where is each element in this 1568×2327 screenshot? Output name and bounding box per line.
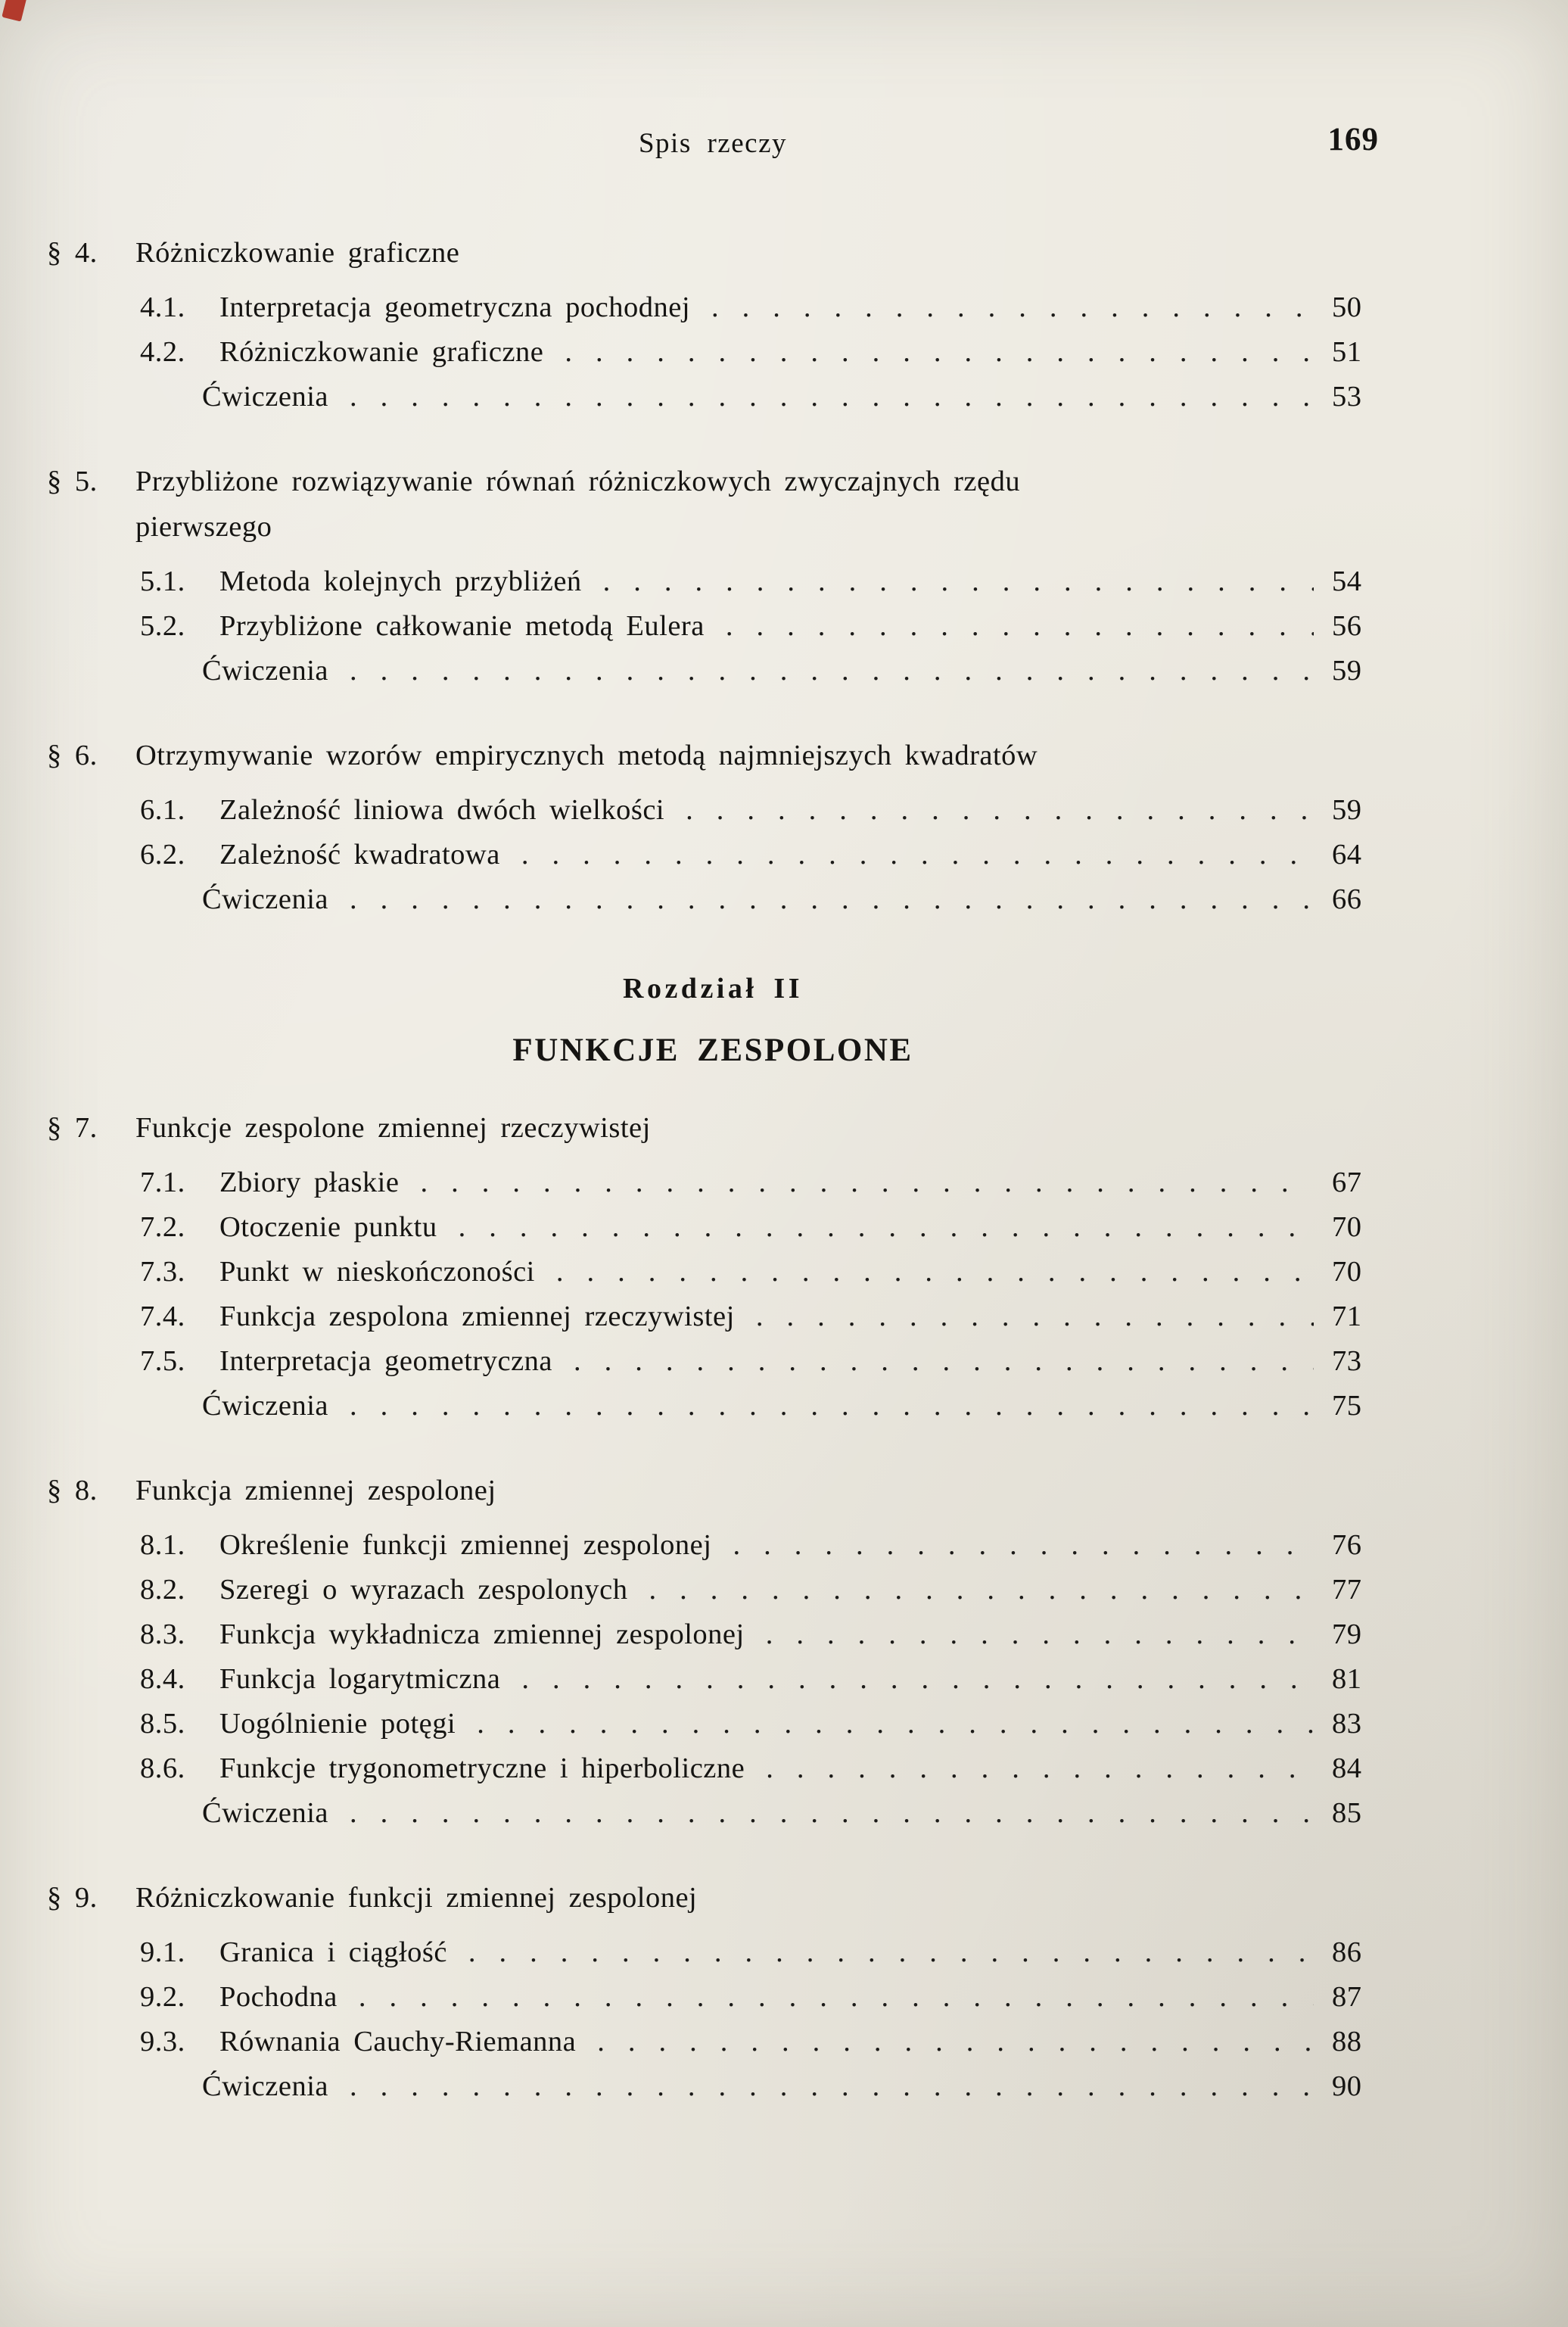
entry-title: Ćwiczenia <box>202 1390 328 1422</box>
entry-page-number: 88 <box>1332 2026 1362 2058</box>
section-title-line2: pierwszego <box>135 511 272 543</box>
entry-page-number: 76 <box>1332 1529 1362 1561</box>
entry-title: Przybliżone całkowanie metodą Eulera <box>219 610 705 642</box>
entry-page-number: 90 <box>1332 2070 1362 2102</box>
toc-entry <box>47 1746 1379 1791</box>
entry-title: Ćwiczenia <box>202 883 328 915</box>
dot-leader <box>350 877 1314 922</box>
dot-leader <box>556 1250 1314 1294</box>
entry-number: 8.5. <box>140 1708 185 1740</box>
entry-title: Interpretacja geometryczna <box>219 1345 553 1377</box>
entry-number: 9.3. <box>140 2026 185 2058</box>
entry-title: Interpretacja geometryczna pochodnej <box>219 291 691 323</box>
entry-title: Ćwiczenia <box>202 2070 328 2102</box>
entry-page-number: 83 <box>1332 1708 1362 1740</box>
entry-page-number: 51 <box>1332 336 1362 368</box>
entry-page-number: 53 <box>1332 381 1362 413</box>
entry-title: Punkt w nieskończoności <box>219 1256 535 1288</box>
section-entries <box>47 559 1379 693</box>
section-title <box>135 1468 1379 1513</box>
entry-page-number: 86 <box>1332 1936 1362 1968</box>
dot-leader <box>711 285 1314 330</box>
entry-title: Określenie funkcji zmiennej zespolonej <box>219 1529 712 1561</box>
dot-leader <box>350 375 1314 419</box>
entry-page-number: 77 <box>1332 1574 1362 1606</box>
toc-entry <box>47 1250 1379 1294</box>
entry-title: Ćwiczenia <box>202 381 328 413</box>
toc-section <box>47 1105 1379 1428</box>
table-of-contents <box>47 230 1379 2109</box>
section-heading <box>47 230 1379 276</box>
entry-title: Zbiory płaskie <box>219 1167 400 1198</box>
entry-title: Różniczkowanie graficzne <box>219 336 544 368</box>
entry-page-number: 79 <box>1332 1618 1362 1650</box>
entry-page-number: 70 <box>1332 1256 1362 1288</box>
dot-leader <box>574 1339 1314 1384</box>
toc-section <box>47 230 1379 419</box>
dot-leader <box>350 1384 1314 1428</box>
toc-entry <box>47 1523 1379 1568</box>
dot-leader <box>359 1975 1314 2020</box>
dot-leader <box>350 649 1314 693</box>
entry-title: Szeregi o wyrazach zespolonych <box>219 1574 628 1606</box>
dot-leader <box>350 2064 1314 2109</box>
entry-page-number: 71 <box>1332 1301 1362 1332</box>
dot-leader <box>649 1568 1314 1612</box>
entry-title: Funkcja wykładnicza zmiennej zespolonej <box>219 1618 745 1650</box>
toc-entry <box>47 833 1379 877</box>
entry-number: 4.2. <box>140 336 185 368</box>
entry-number: 9.2. <box>140 1981 185 2013</box>
entry-title: Metoda kolejnych przybliżeń <box>219 565 582 597</box>
entry-title: Ćwiczenia <box>202 655 328 687</box>
entry-number: 7.5. <box>140 1345 185 1377</box>
chapter-heading <box>47 966 1379 1073</box>
entry-title: Zależność liniowa dwóch wielkości <box>219 794 665 826</box>
entry-page-number: 59 <box>1332 794 1362 826</box>
toc-entry <box>47 2064 1379 2109</box>
entry-number: 8.6. <box>140 1752 185 1784</box>
entry-page-number: 85 <box>1332 1797 1362 1829</box>
dot-leader <box>726 604 1314 649</box>
toc-entry <box>47 1612 1379 1657</box>
dot-leader <box>766 1612 1314 1657</box>
toc-entry <box>47 285 1379 330</box>
toc-section <box>47 1468 1379 1836</box>
section-title <box>135 230 1379 276</box>
section-entries <box>47 788 1379 922</box>
dot-leader <box>597 2020 1314 2064</box>
toc-entry <box>47 559 1379 604</box>
entry-number: 5.1. <box>140 565 185 597</box>
toc-section <box>47 733 1379 922</box>
entry-number: 5.2. <box>140 610 185 642</box>
section-heading <box>47 1105 1379 1151</box>
dot-leader <box>766 1746 1314 1791</box>
section-title-line1: Funkcje zespolone zmiennej rzeczywistej <box>135 1112 651 1144</box>
entry-number: 7.1. <box>140 1167 185 1198</box>
page-header <box>47 122 1379 167</box>
dot-leader <box>565 330 1314 375</box>
entry-number: 9.1. <box>140 1936 185 1968</box>
section-entries <box>47 1523 1379 1836</box>
entry-number: 8.4. <box>140 1663 185 1695</box>
section-marker: § 5. <box>47 466 98 497</box>
entry-number: 8.2. <box>140 1574 185 1606</box>
entry-number: 7.3. <box>140 1256 185 1288</box>
toc-entry <box>47 1791 1379 1836</box>
chapter-label: Rozdział II <box>623 973 803 1005</box>
section-entries <box>47 285 1379 419</box>
entry-title: Pochodna <box>219 1981 338 2013</box>
dot-leader <box>733 1523 1314 1568</box>
toc-entry <box>47 604 1379 649</box>
entry-number: 6.1. <box>140 794 185 826</box>
entry-page-number: 59 <box>1332 655 1362 687</box>
toc-entry <box>47 2020 1379 2064</box>
entry-title: Funkcja logarytmiczna <box>219 1663 501 1695</box>
toc-entry <box>47 375 1379 419</box>
section-title <box>135 459 1379 550</box>
entry-page-number: 84 <box>1332 1752 1362 1784</box>
chapter-title: FUNKCJE ZESPOLONE <box>512 1033 913 1068</box>
entry-page-number: 67 <box>1332 1167 1362 1198</box>
entry-title: Równania Cauchy-Riemanna <box>219 2026 577 2058</box>
toc-entry <box>47 1702 1379 1746</box>
dot-leader <box>468 1930 1314 1975</box>
toc-section <box>47 1875 1379 2109</box>
section-marker: § 4. <box>47 237 98 269</box>
section-heading <box>47 1875 1379 1920</box>
entry-page-number: 70 <box>1332 1211 1362 1243</box>
entry-page-number: 64 <box>1332 839 1362 871</box>
running-head-title: Spis rzeczy <box>638 128 788 159</box>
section-title-line1: Funkcja zmiennej zespolonej <box>135 1475 496 1506</box>
red-corner-mark <box>2 0 26 22</box>
toc-entry <box>47 1205 1379 1250</box>
entry-page-number: 56 <box>1332 610 1362 642</box>
toc-entry <box>47 788 1379 833</box>
entry-number: 4.1. <box>140 291 185 323</box>
entry-page-number: 50 <box>1332 291 1362 323</box>
entry-title: Funkcja zespolona zmiennej rzeczywistej <box>219 1301 735 1332</box>
toc-entry <box>47 649 1379 693</box>
section-entries <box>47 1160 1379 1428</box>
section-entries <box>47 1930 1379 2109</box>
section-title <box>135 1105 1379 1151</box>
toc-section <box>47 459 1379 693</box>
page-number: 169 <box>1327 122 1379 157</box>
toc-entry <box>47 877 1379 922</box>
entry-title: Funkcje trygonometryczne i hiperboliczne <box>219 1752 745 1784</box>
entry-title: Zależność kwadratowa <box>219 839 500 871</box>
section-marker: § 9. <box>47 1882 98 1914</box>
entry-page-number: 73 <box>1332 1345 1362 1377</box>
toc-entry <box>47 1294 1379 1339</box>
toc-entry <box>47 1930 1379 1975</box>
dot-leader <box>603 559 1314 604</box>
section-title-line1: Otrzymywanie wzorów empirycznych metodą najmniejszych kwadratów <box>135 740 1038 771</box>
dot-leader <box>459 1205 1314 1250</box>
entry-title: Uogólnienie potęgi <box>219 1708 456 1740</box>
section-heading <box>47 733 1379 778</box>
entry-number: 8.1. <box>140 1529 185 1561</box>
entry-number: 7.2. <box>140 1211 185 1243</box>
section-title <box>135 1875 1379 1920</box>
entry-title: Otoczenie punktu <box>219 1211 437 1243</box>
entry-number: 7.4. <box>140 1301 185 1332</box>
section-heading <box>47 1468 1379 1513</box>
section-heading <box>47 459 1379 550</box>
section-title-line1: Przybliżone rozwiązywanie równań różniczkowych zwyczajnych rzędu <box>135 466 1021 497</box>
section-marker: § 7. <box>47 1112 98 1144</box>
section-marker: § 6. <box>47 740 98 771</box>
entry-page-number: 87 <box>1332 1981 1362 2013</box>
entry-page-number: 54 <box>1332 565 1362 597</box>
toc-entry <box>47 1339 1379 1384</box>
entry-number: 8.3. <box>140 1618 185 1650</box>
toc-entry <box>47 1975 1379 2020</box>
dot-leader <box>521 1657 1314 1702</box>
dot-leader <box>686 788 1314 833</box>
toc-entry <box>47 1568 1379 1612</box>
dot-leader <box>521 833 1314 877</box>
entry-page-number: 81 <box>1332 1663 1362 1695</box>
section-title-line1: Różniczkowanie graficzne <box>135 237 460 269</box>
entry-title: Granica i ciągłość <box>219 1936 447 1968</box>
entry-number: 6.2. <box>140 839 185 871</box>
entry-title: Ćwiczenia <box>202 1797 328 1829</box>
section-marker: § 8. <box>47 1475 98 1506</box>
section-title-line1: Różniczkowanie funkcji zmiennej zespolonej <box>135 1882 698 1914</box>
toc-entry <box>47 1160 1379 1205</box>
toc-entry <box>47 1657 1379 1702</box>
entry-page-number: 66 <box>1332 883 1362 915</box>
dot-leader <box>756 1294 1314 1339</box>
dot-leader <box>350 1791 1314 1836</box>
section-title <box>135 733 1379 778</box>
toc-entry <box>47 330 1379 375</box>
dot-leader <box>420 1160 1314 1205</box>
entry-page-number: 75 <box>1332 1390 1362 1422</box>
dot-leader <box>477 1702 1314 1746</box>
toc-entry <box>47 1384 1379 1428</box>
